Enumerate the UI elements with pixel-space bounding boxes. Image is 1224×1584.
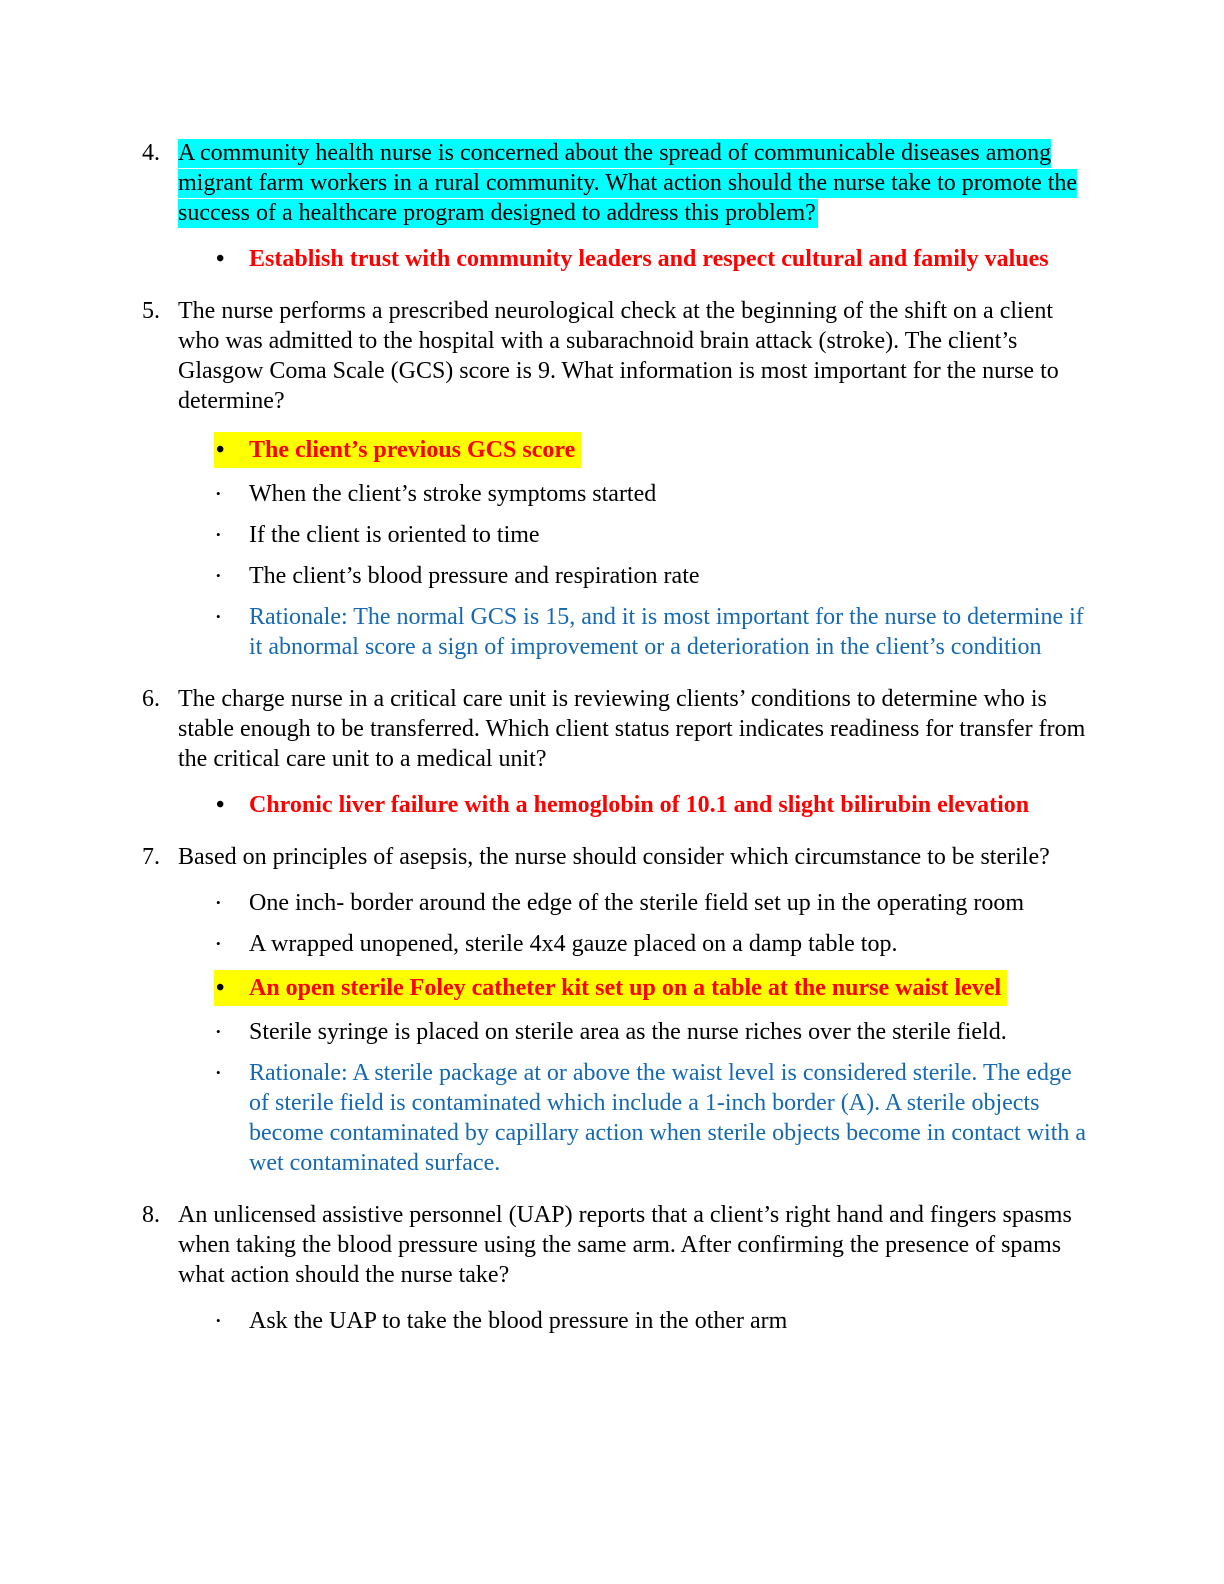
answer-text: Chronic liver failure with a hemoglobin of 10.1 and slight bilirubin elevation xyxy=(249,792,1030,818)
bullet-icon: • xyxy=(216,895,221,910)
answer-text: The client’s previous GCS score xyxy=(249,432,581,468)
option-text: Ask the UAP to take the blood pressure in the other arm xyxy=(249,1308,788,1334)
question-text: Based on principles of asepsis, the nurse should consider which circumstance to be sterile? xyxy=(178,844,1050,870)
bullet-icon: • xyxy=(214,970,249,1006)
option-item xyxy=(214,1306,1090,1336)
option-item xyxy=(214,888,1090,918)
question-block xyxy=(142,296,1090,662)
bullet-icon: • xyxy=(216,486,221,501)
bullet-icon: • xyxy=(216,1024,221,1039)
question-row xyxy=(142,684,1090,774)
option-list xyxy=(142,790,1090,820)
option-text: One inch- border around the edge of the sterile field set up in the operating room xyxy=(249,890,1025,916)
bullet-icon: • xyxy=(216,1313,221,1328)
question-number: 5. xyxy=(142,298,160,324)
rationale-text: Rationale: The normal GCS is 15, and it is most important for the nurse to determine if it abnormal score a sign of improvement or a deterioration in the client’s condition xyxy=(249,604,1084,660)
question-row xyxy=(142,842,1090,872)
question-block xyxy=(142,842,1090,1178)
question-row xyxy=(142,296,1090,416)
question-text-wrap xyxy=(178,842,1090,872)
option-text: If the client is oriented to time xyxy=(249,522,540,548)
answer-item xyxy=(214,244,1090,274)
question-row xyxy=(142,138,1090,228)
option-item xyxy=(214,561,1090,591)
bullet-icon: • xyxy=(216,568,221,583)
rationale-item xyxy=(214,1058,1090,1178)
option-text: A wrapped unopened, sterile 4x4 gauze placed on a damp table top. xyxy=(249,931,898,957)
question-number: 4. xyxy=(142,140,160,166)
answer-item xyxy=(214,970,1090,1006)
answer-item xyxy=(214,432,1090,468)
option-text: The client’s blood pressure and respiration rate xyxy=(249,563,700,589)
question-number: 8. xyxy=(142,1202,160,1228)
option-item xyxy=(214,1017,1090,1047)
question-text-wrap xyxy=(178,296,1090,416)
option-item xyxy=(214,520,1090,550)
bullet-icon: • xyxy=(216,527,221,542)
bullet-icon: • xyxy=(216,936,221,951)
option-list xyxy=(142,244,1090,274)
rationale-text: Rationale: A sterile package at or above the waist level is considered sterile. The edge of sterile field is contaminated which include a 1-inch border (A). A sterile objects become contaminated by capillary action when sterile objects become in contact with a wet contaminated surface. xyxy=(249,1060,1087,1176)
bullet-icon: • xyxy=(216,246,225,272)
question-number: 7. xyxy=(142,844,160,870)
question-text: The nurse performs a prescribed neurological check at the beginning of the shift on a client who was admitted to the hospital with a subarachnoid brain attack (stroke). The client’s Glasgow Coma Scale (GCS) score is 9. What information is most important for the nurse to determine? xyxy=(178,298,1059,414)
option-list xyxy=(142,888,1090,1178)
option-text: When the client’s stroke symptoms started xyxy=(249,481,657,507)
option-item xyxy=(214,479,1090,509)
question-block xyxy=(142,138,1090,274)
bullet-icon: • xyxy=(216,792,225,818)
option-list xyxy=(142,432,1090,662)
question-text-wrap xyxy=(178,138,1090,228)
question-text: An unlicensed assistive personnel (UAP) reports that a client’s right hand and fingers spasms when taking the blood pressure using the same arm. After confirming the presence of spams what action should the nurse take? xyxy=(178,1202,1072,1288)
option-item xyxy=(214,929,1090,959)
question-text: A community health nurse is concerned about the spread of communicable diseases among migrant farm workers in a rural community. What action should the nurse take to promote the success of a healthcare program designed to address this problem? xyxy=(178,140,1078,226)
rationale-item xyxy=(214,602,1090,662)
answer-item xyxy=(214,790,1090,820)
question-text-wrap xyxy=(178,1200,1090,1290)
bullet-icon: • xyxy=(216,1065,221,1080)
question-row xyxy=(142,1200,1090,1290)
question-number: 6. xyxy=(142,686,160,712)
question-block xyxy=(142,684,1090,820)
question-text: The charge nurse in a critical care unit is reviewing clients’ conditions to determine who is stable enough to be transferred. Which client status report indicates readiness for transfer from the critical care unit to a medical unit? xyxy=(178,686,1086,772)
bullet-icon: • xyxy=(214,432,249,468)
option-text: Sterile syringe is placed on sterile area as the nurse riches over the sterile field. xyxy=(249,1019,1007,1045)
question-block xyxy=(142,1200,1090,1336)
bullet-icon: • xyxy=(216,609,221,624)
answer-text: Establish trust with community leaders and respect cultural and family values xyxy=(249,246,1049,272)
option-list xyxy=(142,1306,1090,1336)
question-text-wrap xyxy=(178,684,1090,774)
question-list xyxy=(142,138,1090,1336)
answer-text: An open sterile Foley catheter kit set up on a table at the nurse waist level xyxy=(249,970,1007,1006)
